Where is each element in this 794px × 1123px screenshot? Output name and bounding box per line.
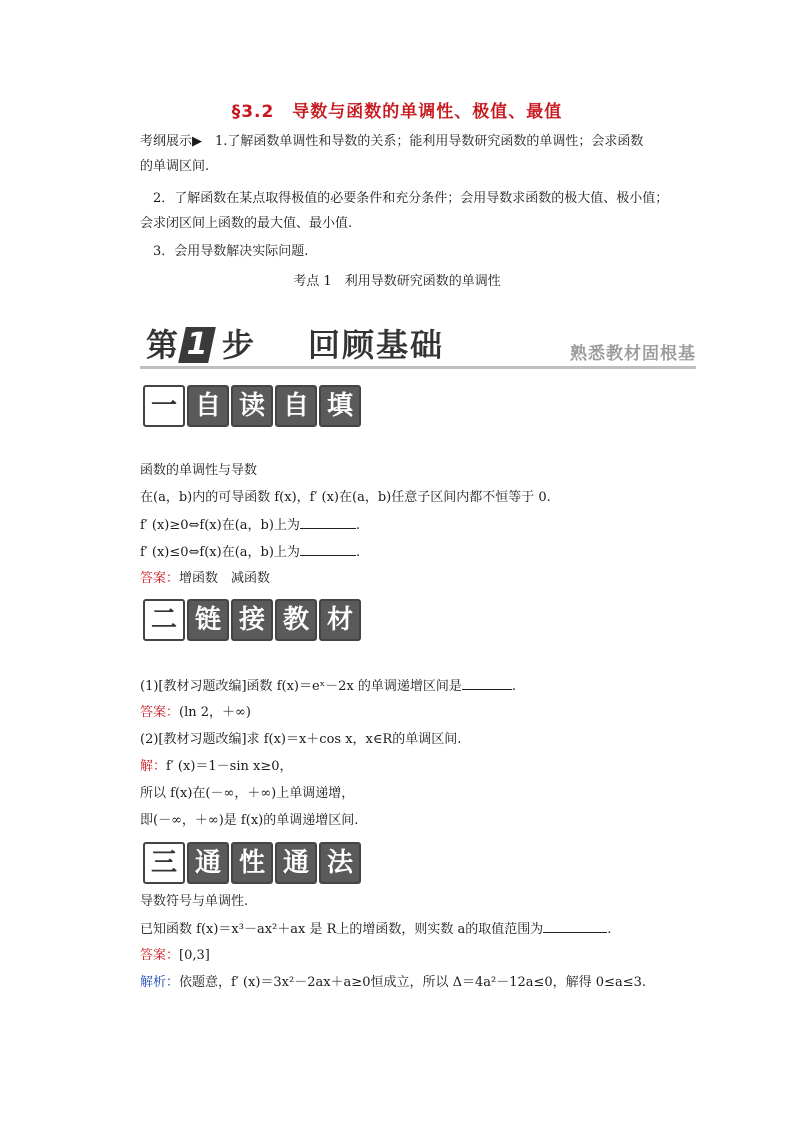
s2-solution-2: 所以 f(x)在(－∞，＋∞)上单调递增， — [140, 786, 355, 801]
section-number: 一 — [143, 385, 185, 427]
s1-line-3 — [140, 516, 360, 535]
banner-title: 回顾基础 — [308, 326, 445, 364]
syllabus-line-2: 2．了解函数在某点取得极值的必要条件和充分条件；会用导数求函数的极大值、极小值； — [140, 191, 669, 206]
section-char: 教 — [275, 599, 317, 641]
answer-label: 答案： — [140, 705, 180, 720]
period: . — [511, 679, 517, 694]
s3-line-2 — [140, 920, 611, 939]
syllabus-line-1 — [140, 133, 643, 151]
syllabus-item-1: 1.了解函数单调性和导数的关系；能利用导数研究函数的单调性；会求函数 — [202, 134, 644, 149]
kaodian-heading: 考点 1 利用导数研究函数的单调性 — [293, 274, 501, 289]
step-banner — [140, 325, 696, 369]
s2-solution-1 — [140, 758, 293, 776]
s3-line-1: 导数符号与单调性. — [140, 894, 249, 909]
s2-answer-1 — [140, 704, 251, 722]
banner-rule — [140, 366, 696, 369]
syllabus-label: 考纲展示▶ — [140, 134, 202, 149]
section-char: 通 — [275, 842, 317, 884]
banner-bu: 步 — [222, 326, 255, 364]
s3-explanation — [140, 974, 646, 992]
syllabus-line-1b: 的单调区间. — [140, 159, 210, 174]
section-char: 通 — [187, 842, 229, 884]
s2-q1-text: (1)[教材习题改编]函数 f(x)＝eˣ－2x 的单调递增区间是 — [140, 679, 462, 694]
section-char: 性 — [231, 842, 273, 884]
answer-blank — [543, 920, 607, 933]
section-char: 材 — [319, 599, 361, 641]
period: . — [607, 922, 612, 937]
section-char: 链 — [187, 599, 229, 641]
section-char: 接 — [231, 599, 273, 641]
answer-text: [0,3] — [179, 948, 210, 963]
s1-heading: 函数的单调性与导数 — [140, 463, 258, 478]
banner-number-text: 1 — [186, 327, 208, 362]
section-number: 三 — [143, 842, 185, 884]
answer-blank — [462, 677, 512, 690]
answer-blank — [300, 516, 356, 529]
answer-text: (ln 2，＋∞) — [179, 705, 251, 720]
syllabus-line-3: 3．会用导数解决实际问题. — [140, 244, 309, 259]
section-number: 二 — [143, 599, 185, 641]
s2-solution-3: 即(－∞，＋∞)是 f(x)的单调递增区间. — [140, 813, 359, 828]
solution-label: 解： — [140, 759, 167, 774]
answer-label: 答案： — [140, 948, 180, 963]
s3-question-text: 已知函数 f(x)＝x³－ax²＋ax 是 R上的增函数，则实数 a的取值范围为 — [140, 922, 544, 937]
period: . — [355, 518, 361, 533]
explanation-text: 依题意，f′ (x)＝3x²－2ax＋a≥0恒成立，所以 Δ＝4a²－12a≤0，解得 0≤a≤3. — [179, 975, 647, 990]
period: . — [355, 545, 361, 560]
explanation-label: 解析： — [140, 975, 180, 990]
banner-step-number — [178, 327, 216, 363]
section-char: 法 — [319, 842, 361, 884]
section-char: 自 — [187, 385, 229, 427]
s1-line-4 — [140, 543, 360, 562]
section-char: 自 — [275, 385, 317, 427]
s2-question-2: (2)[教材习题改编]求 f(x)＝x＋cos x，x∈R的单调区间. — [140, 732, 462, 747]
answer-blank — [300, 543, 356, 556]
section-title: §3.2 导数与函数的单调性、极值、最值 — [231, 102, 563, 122]
section-char: 填 — [319, 385, 361, 427]
banner-di: 第 — [146, 326, 179, 364]
s3-answer — [140, 947, 210, 965]
s1-line-4-text: f′ (x)≤0⇔f(x)在(a，b)上为 — [140, 545, 300, 560]
answer-text: 增函数 减函数 — [179, 571, 271, 586]
banner-subtitle: 熟悉教材固根基 — [570, 344, 696, 364]
section-char: 读 — [231, 385, 273, 427]
answer-label: 答案： — [140, 571, 180, 586]
s1-line-2: 在(a，b)内的可导函数 f(x)，f′ (x)在(a，b)任意子区间内都不恒等于 0. — [140, 490, 551, 505]
solution-text: f′ (x)＝1－sin x≥0， — [166, 759, 293, 774]
s2-question-1 — [140, 677, 516, 696]
s1-answer — [140, 570, 270, 588]
syllabus-line-2b: 会求闭区间上函数的最大值、最小值. — [140, 216, 353, 231]
s1-line-3-text: f′ (x)≥0⇔f(x)在(a，b)上为 — [140, 518, 300, 533]
